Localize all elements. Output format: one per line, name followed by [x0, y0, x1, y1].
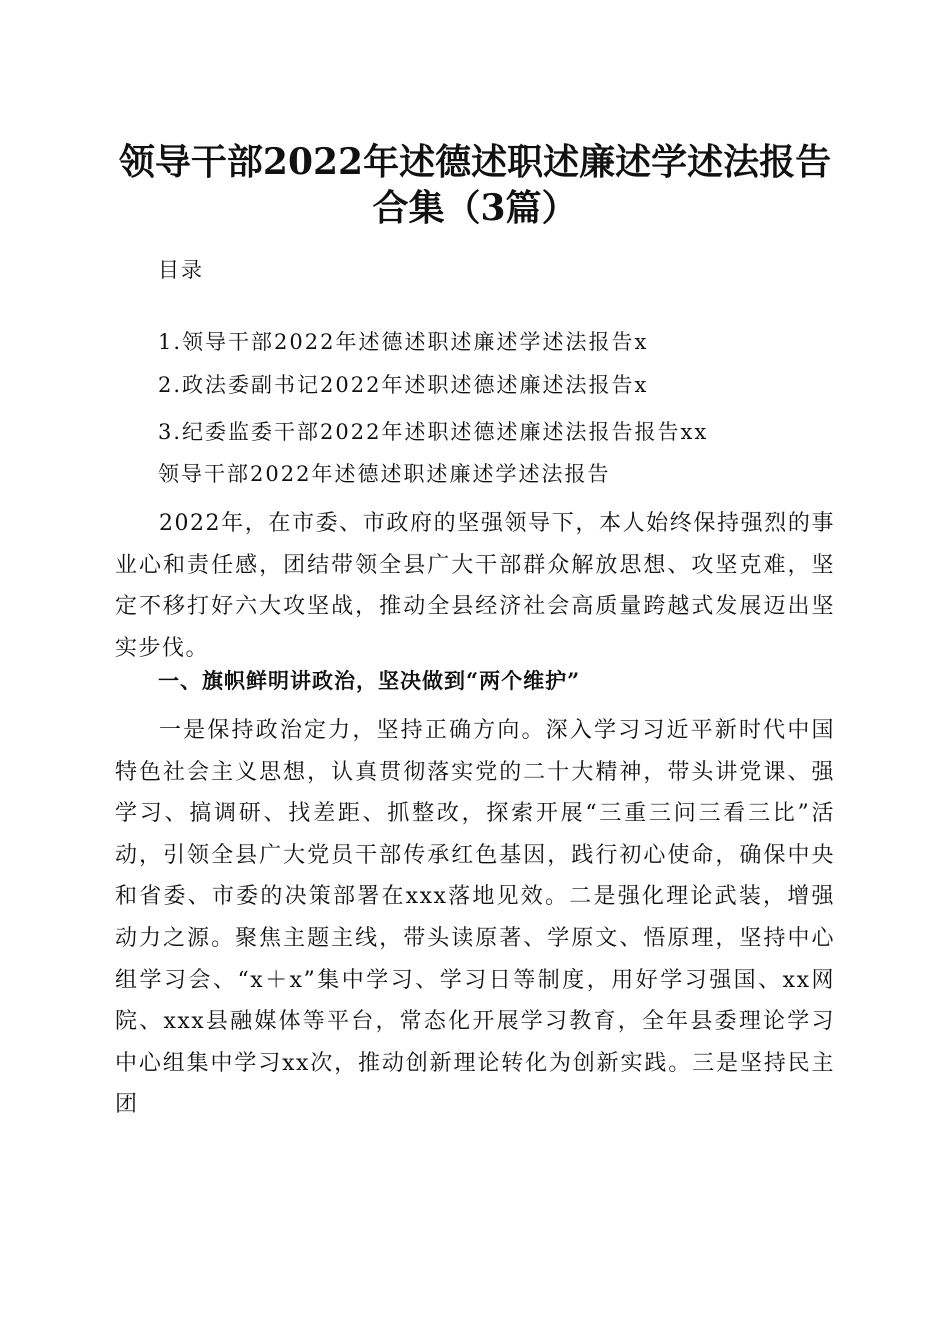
- document-title-line-1: 领导干部2022年述德述职述廉述学述法报告: [118, 141, 832, 183]
- toc-item-3: 3.纪委监委干部2022年述职述德述廉述法报告报告xx: [158, 420, 709, 444]
- intro-paragraph: 2022年，在市委、市政府的坚强领导下，本人始终保持强烈的事业心和责任感，团结带领全县广大干部群众解放思想、攻坚克难，坚定不移打好六大攻坚战，推动全县经济社会高质量跨越式发展迈出坚实步伐。: [115, 511, 835, 661]
- document-title-line-2: 合集（3篇）: [372, 187, 578, 229]
- toc-item-1: 1.领导干部2022年述德述职述廉述学述法报告x: [158, 330, 649, 354]
- heading-1: 一、旗帜鲜明讲政治，坚决做到“两个维护”: [158, 668, 581, 693]
- section-title: 领导干部2022年述德述职述廉述学述法报告: [158, 462, 611, 486]
- toc-heading: 目录: [158, 258, 204, 282]
- body-paragraph: 一是保持政治定力，坚持正确方向。深入学习习近平新时代中国特色社会主义思想，认真贯彻落实党的二十大精神，带头讲党课、强学习、搞调研、找差距、抓整改，探索开展“三重三问三看三比”活动，引领全县广大党员干部传承红色基因，践行初心使命，确保中央和省委、市委的决策部署在xxx落地见效。二是强化理论武装，增强动力之源。聚焦主题主线，带头读原著、学原文、悟原理，坚持中心组学习会、“x＋x”集中学习、学习日等制度，用好学习强国、xx网院、xxx县融媒体等平台，常态化开展学习教育，全年县委理论学习中心组集中学习xx次，推动创新理论转化为创新实践。三是坚持民主团: [115, 718, 835, 1118]
- toc-item-2: 2.政法委副书记2022年述职述德述廉述法报告x: [158, 373, 649, 397]
